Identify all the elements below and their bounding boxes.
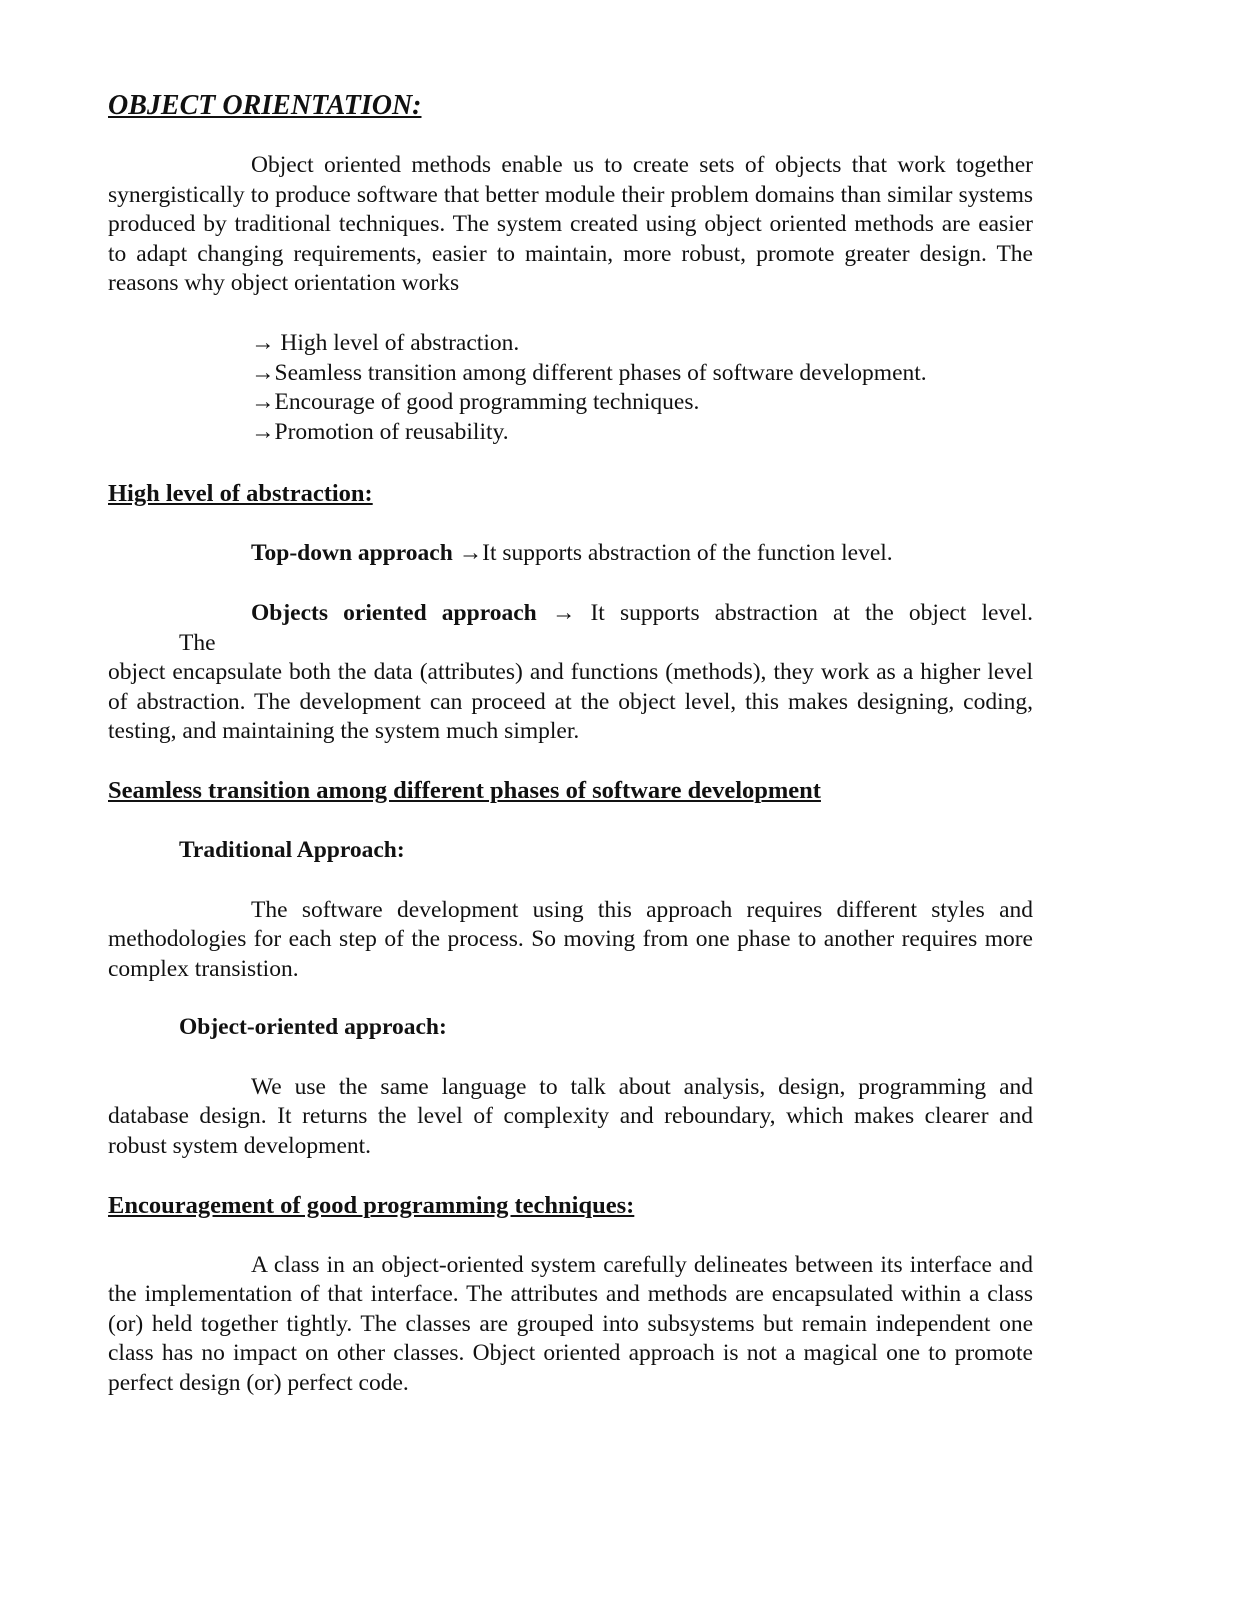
arrow-icon: → (551, 599, 576, 626)
oo-text: It supports abstraction at the object level. (575, 599, 1034, 626)
section-heading-seamless: Seamless transition among different phases of software development (108, 776, 821, 804)
arrow-icon: → (458, 540, 483, 567)
list-item: →Encourage of good programming techniques. (251, 389, 700, 416)
arrow-icon: → (251, 418, 275, 445)
arrow-icon: → (251, 389, 275, 416)
list-item: → High level of abstraction. (251, 329, 520, 356)
arrow-icon: → (251, 359, 275, 386)
arrow-icon: → (251, 329, 275, 356)
section-heading-abstraction: High level of abstraction: (108, 480, 373, 508)
document-page (108, 88, 1033, 1399)
encouragement-paragraph: A class in an object-oriented system carefully delineates between its interface and the implementation of that interface. The attributes and methods are encapsulated within a class (or) held together tightly. The classes are grouped into subsystems but remain independent one class has no impact on other classes. Object oriented approach is not a magical one to promote perfect design (or) perfect code. (108, 1251, 1033, 1397)
intro-paragraph: Object oriented methods enable us to create sets of objects that work together synergistically to produce software that better module their problem domains than similar systems produced by traditional techniques. The system created using object oriented methods are easier to adapt changing requirements, easier to maintain, more robust, promote greater design. The reasons why object orientation works (108, 152, 1033, 297)
page-title: OBJECT ORIENTATION: (108, 90, 422, 121)
traditional-paragraph: The software development using this approach requires different styles and methodologies for each step of the process. So moving from one phase to another requires more complex transistion. (108, 896, 1033, 982)
oo-approach-heading: Object-oriented approach: (179, 1014, 447, 1041)
topdown-text: It supports abstraction of the function level. (482, 540, 893, 567)
reasons-list (251, 329, 1033, 447)
oo-label: Objects oriented approach (251, 599, 552, 626)
list-item: →Promotion of reusability. (251, 418, 509, 445)
topdown-line (108, 539, 1033, 569)
traditional-heading: Traditional Approach: (179, 836, 405, 863)
topdown-label: Top-down approach (251, 540, 459, 567)
the-word: The (179, 629, 216, 656)
oo-abstraction-line (108, 599, 1033, 629)
oo-approach-paragraph: We use the same language to talk about analysis, design, programming and database design. It returns the level of complexity and reboundary, which makes clearer and robust system development. (108, 1073, 1033, 1160)
abstraction-paragraph: object encapsulate both the data (attributes) and functions (methods), they work as a higher level of abstraction. The development can proceed at the object level, this makes designing, coding, testing, and maintaining the system much simpler. (108, 659, 1033, 745)
list-item: →Seamless transition among different phases of software development. (251, 359, 927, 386)
section-heading-encouragement: Encouragement of good programming techniques: (108, 1191, 635, 1219)
